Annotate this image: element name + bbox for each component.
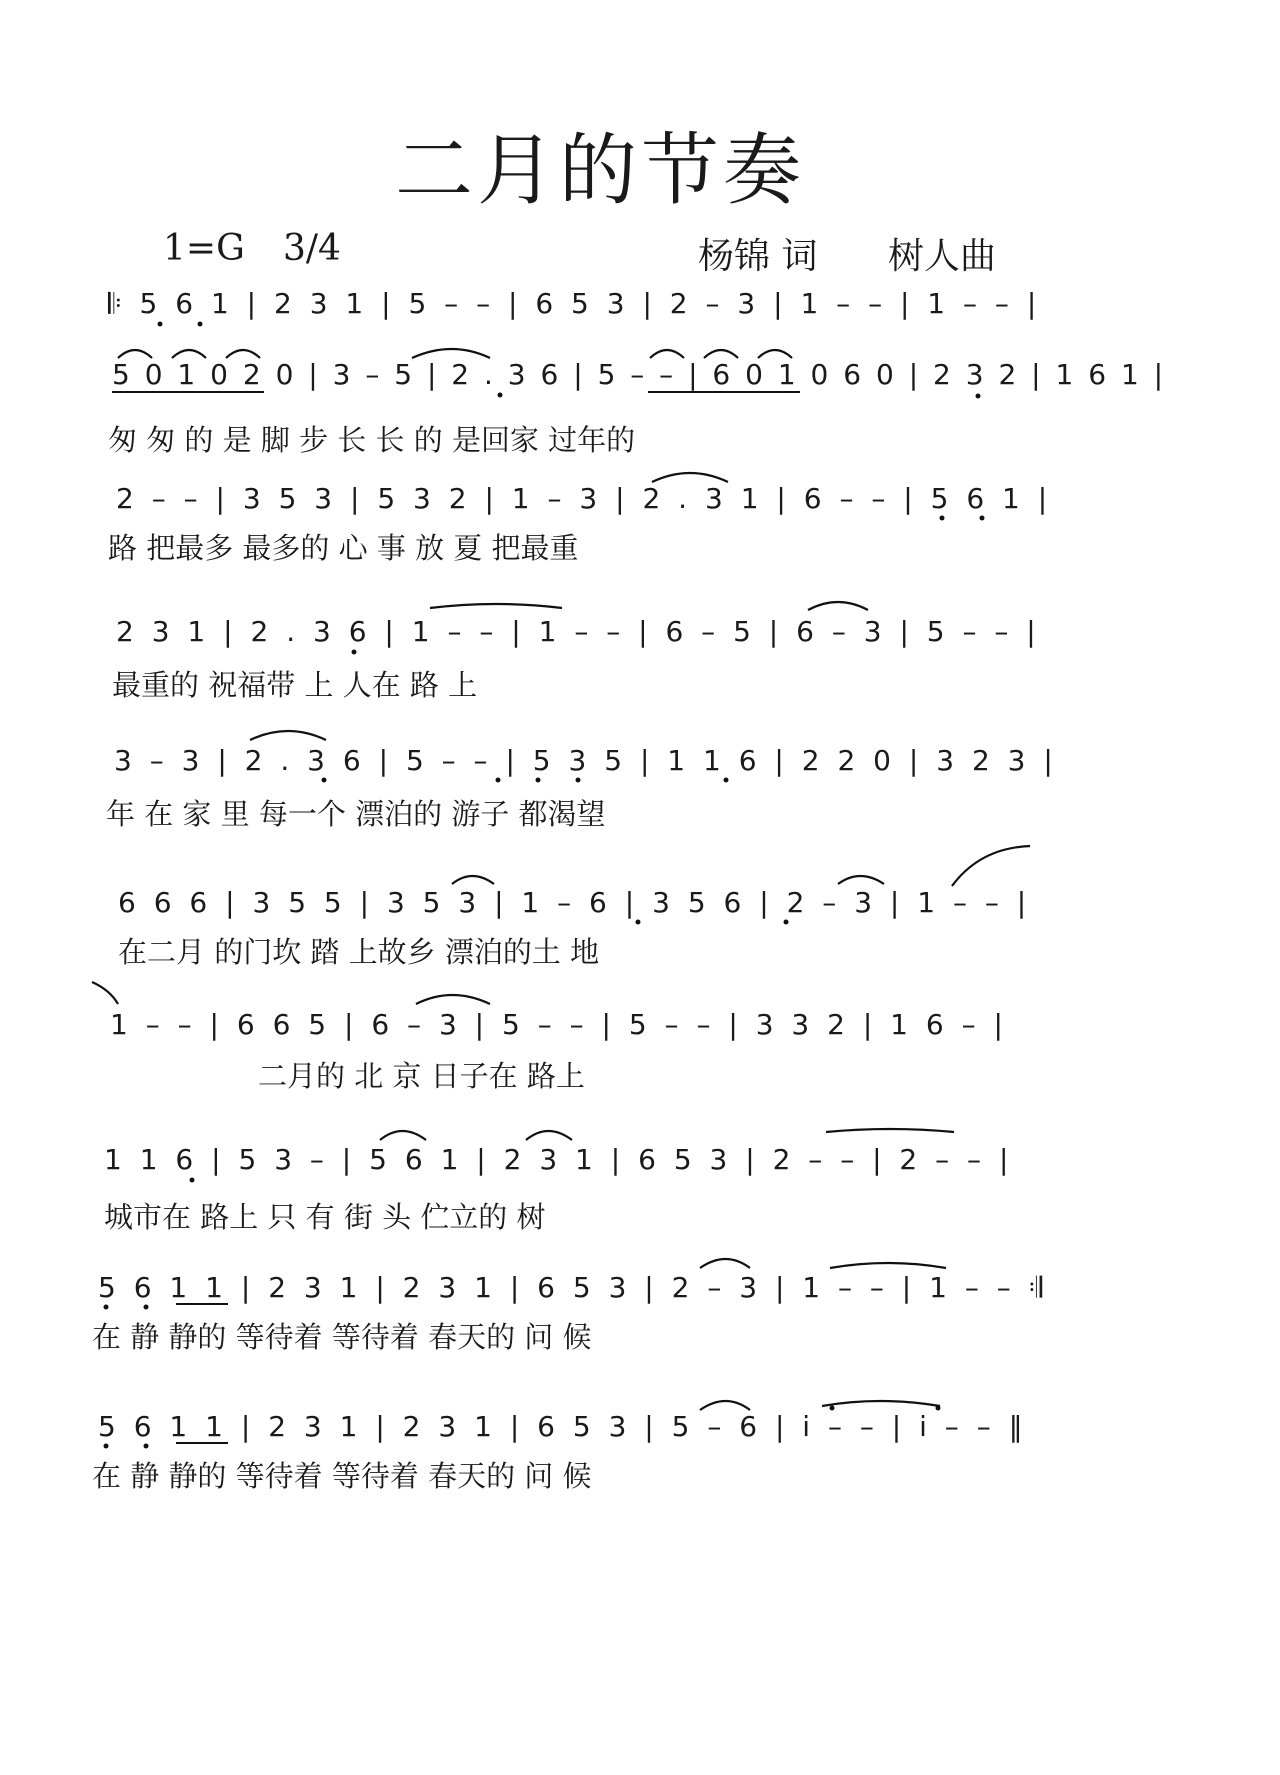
notes-line-6: 6 6 6 | 3 5 5 | 3 5 3 | 1 – 6 | 3 5 6 | 2 – 3 | 1 – – | [118, 886, 1028, 919]
lyrics-line-5: 年 在 家 里 每一个 漂泊的 游子 都渴望 [106, 797, 606, 831]
score-line-5 [0, 744, 1280, 874]
score-line-6 [0, 886, 1280, 1016]
lyrics-line-2: 匆 匆 的 是 脚 步 长 长 的 是回家 过年的 [108, 423, 636, 457]
score-line-10 [0, 1410, 1280, 1540]
notes-line-10: 5 6 1 1 | 2 3 1 | 2 3 1 | 6 5 3 | 5 – 6 | i – – | i – – ‖ [98, 1410, 1025, 1443]
score-line-8 [0, 1143, 1280, 1273]
notes-line-7: 1 – – | 6 6 5 | 6 – 3 | 5 – – | 5 – – | 3 3 2 | 1 6 – | [110, 1008, 1005, 1041]
lyricist-credit: 杨锦 词 [698, 236, 818, 277]
lyrics-line-9: 在 静 静的 等待着 等待着 春天的 问 候 [92, 1320, 592, 1354]
notes-line-9: 5 6 1 1 | 2 3 1 | 2 3 1 | 6 5 3 | 2 – 3 | 1 – – | 1 – – 𝄇 [98, 1271, 1044, 1304]
score-line-2 [0, 358, 1280, 488]
key-signature: 1=G [163, 228, 245, 269]
lyrics-line-8: 城市在 路上 只 有 街 头 伫立的 树 [104, 1200, 546, 1234]
lyrics-line-7: 二月的 北 京 日子在 路上 [258, 1059, 585, 1093]
lyrics-line-4: 最重的 祝福带 上 人在 路 上 [112, 668, 478, 702]
notes-line-2: 5 0 1 0 2 0 | 3 – 5 | 2 . 3 6 | 5 – – | 6 0 1 0 6 0 | 2 3 2 | 1 6 1 | [112, 358, 1165, 391]
lyrics-line-10: 在 静 静的 等待着 等待着 春天的 问 候 [92, 1459, 592, 1493]
notes-line-1: 𝄆 5 6 1 | 2 3 1 | 5 – – | 6 5 3 | 2 – 3 | 1 – – | 1 – – | [108, 287, 1038, 320]
score-line-3 [0, 482, 1280, 612]
time-signature: 3/4 [283, 228, 341, 269]
lyrics-line-3: 路 把最多 最多的 心 事 放 夏 把最重 [108, 531, 579, 565]
score-line-7 [0, 1008, 1280, 1138]
slur-mark [838, 876, 884, 884]
slur-mark [822, 1401, 940, 1406]
song-title: 二月的节奏 [395, 126, 806, 216]
composer-credit: 树人曲 [888, 236, 997, 277]
notes-line-3: 2 – – | 3 5 3 | 5 3 2 | 1 – 3 | 2 . 3 1 | 6 – – | 5 6 1 | [116, 482, 1049, 515]
slur-mark [452, 876, 494, 884]
score-line-9 [0, 1271, 1280, 1401]
score-line-4 [0, 615, 1280, 745]
notes-line-8: 1 1 6 | 5 3 – | 5 6 1 | 2 3 1 | 6 5 3 | 2 – – | 2 – – | [104, 1143, 1010, 1176]
lyrics-line-6: 在二月 的门坎 踏 上故乡 漂泊的土 地 [118, 935, 600, 969]
slur-mark [700, 1401, 750, 1410]
notes-line-5: 3 – 3 | 2 . 3 6 | 5 – – | 5 3 5 | 1 1 6 | 2 2 0 | 3 2 3 | [114, 744, 1055, 777]
notes-line-4: 2 3 1 | 2 . 3 6 | 1 – – | 1 – – | 6 – 5 | 6 – 3 | 5 – – | [116, 615, 1038, 648]
